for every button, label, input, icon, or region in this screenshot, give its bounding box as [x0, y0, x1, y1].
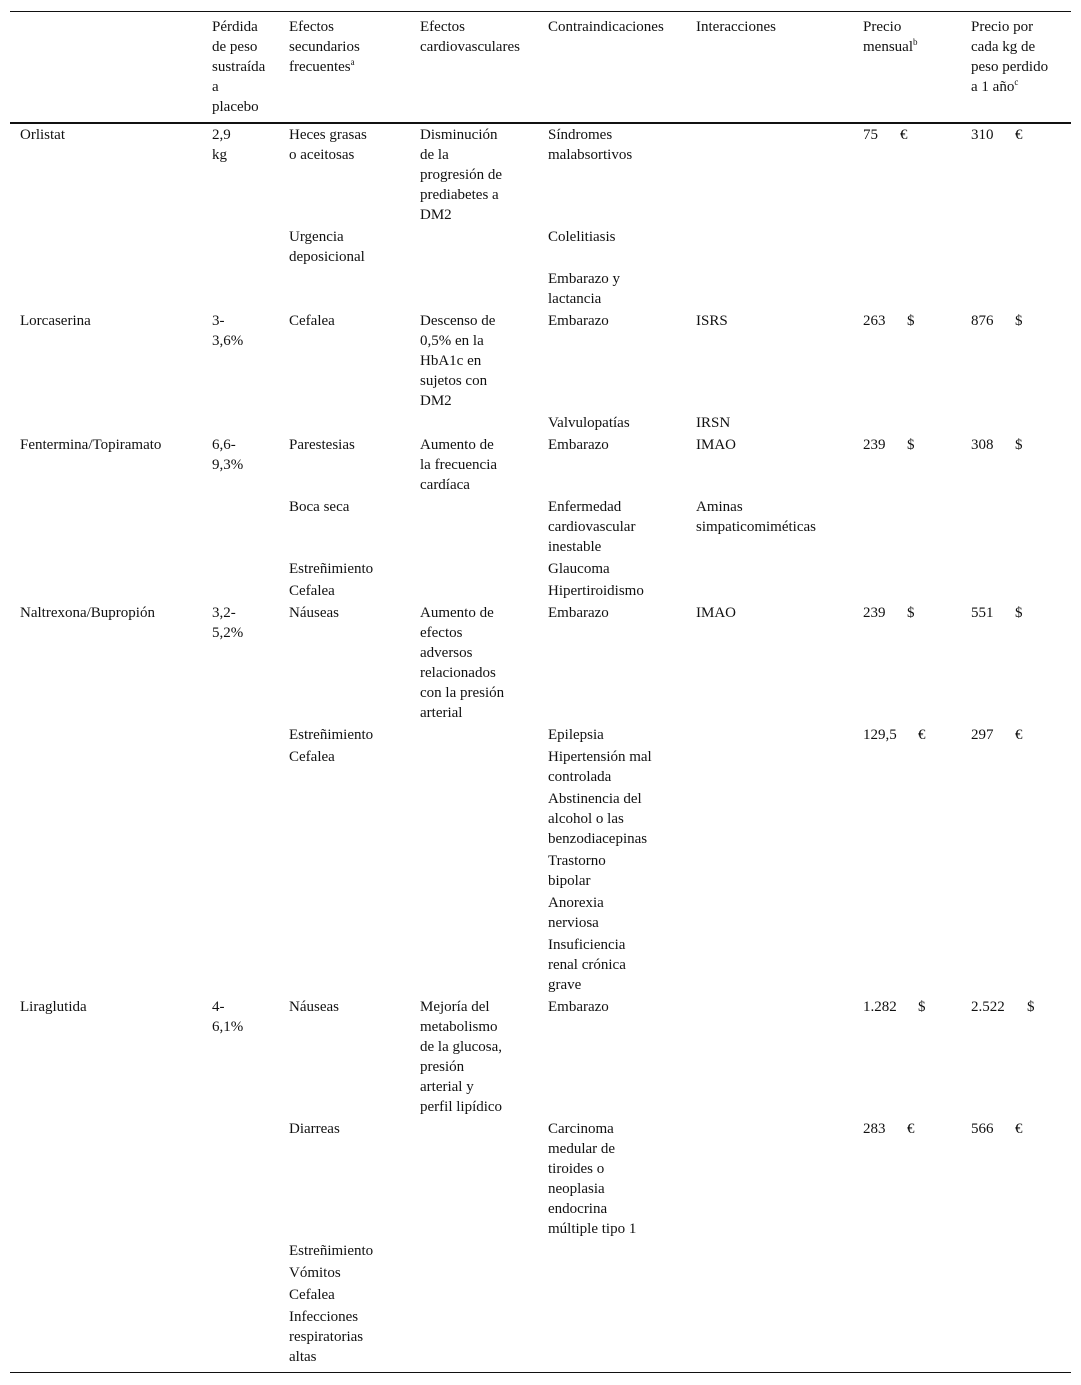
footnote-b: b: [913, 37, 918, 47]
contraindication: Insuficiencia renal crónica grave: [548, 937, 626, 993]
side-effect: Estreñimiento: [289, 1243, 374, 1259]
currency-symbol: €: [900, 127, 908, 143]
side-effect: Estreñimiento: [289, 561, 374, 577]
weight-loss: 3- 3,6%: [212, 313, 244, 349]
price-per-kg: 310 €: [971, 127, 1023, 143]
drug-name: Lorcaserina: [20, 313, 91, 329]
side-effect: Náuseas: [289, 605, 339, 621]
currency-symbol: €: [1015, 127, 1023, 143]
price-per-kg: 308 $: [971, 437, 1023, 453]
contraindication: Embarazo: [548, 999, 609, 1015]
side-effect: Diarreas: [289, 1121, 340, 1137]
contraindication: Embarazo: [548, 313, 609, 329]
weight-loss: 2,9 kg: [212, 127, 231, 163]
cardio-effect: Descenso de 0,5% en la HbA1c en sujetos con DM2: [420, 313, 496, 409]
contraindication: Enfermedad cardiovascular inestable: [548, 499, 636, 555]
side-effect: Parestesias: [289, 437, 355, 453]
bottom-rule: [10, 1372, 1071, 1373]
monthly-price: 239 $: [863, 437, 915, 453]
contraindication: Embarazo: [548, 605, 609, 621]
monthly-price: 283 €: [863, 1121, 915, 1137]
side-effect: Vómitos: [289, 1265, 341, 1281]
weight-loss: 3,2- 5,2%: [212, 605, 244, 641]
contraindication: Abstinencia del alcohol o las benzodiacepinas: [548, 791, 648, 847]
contraindication: Anorexia nerviosa: [548, 895, 604, 931]
monthly-price: 1.282 $: [863, 999, 926, 1015]
currency-symbol: $: [918, 999, 926, 1015]
monthly-price: 239 $: [863, 605, 915, 621]
cardio-effect: Aumento de efectos adversos relacionados con la presión arterial: [420, 605, 505, 721]
price-per-kg: 876 $: [971, 313, 1023, 329]
contraindication: Carcinoma medular de tiroides o neoplasia endocrina múltiple tipo 1: [548, 1121, 637, 1237]
side-effect: Cefalea: [289, 583, 335, 599]
currency-symbol: $: [1027, 999, 1035, 1015]
header-weight-loss: Pérdida de peso sustraída a placebo: [212, 19, 266, 115]
contraindication: Glaucoma: [548, 561, 610, 577]
currency-symbol: $: [907, 313, 915, 329]
side-effect: Cefalea: [289, 313, 335, 329]
cardio-effect: Aumento de la frecuencia cardíaca: [420, 437, 498, 493]
currency-symbol: €: [1015, 727, 1023, 743]
weight-loss: 6,6- 9,3%: [212, 437, 244, 473]
price-per-kg: 2.522 $: [971, 999, 1035, 1015]
top-rule: [10, 11, 1071, 12]
currency-symbol: €: [907, 1121, 915, 1137]
interaction: IMAO: [696, 437, 736, 453]
footnote-c: c: [1014, 77, 1019, 87]
side-effect: Boca seca: [289, 499, 350, 515]
side-effect: Heces grasas o aceitosas: [289, 127, 367, 163]
footnote-a: a: [350, 57, 355, 67]
header-monthly-price: Precio mensual$^b$: [863, 19, 918, 55]
currency-symbol: $: [907, 605, 915, 621]
contraindication: Epilepsia: [548, 727, 604, 743]
contraindication: Valvulopatías: [548, 415, 630, 431]
price-per-kg: 566 €: [971, 1121, 1023, 1137]
cardio-effect: Disminución de la progresión de prediabetes a DM2: [420, 127, 503, 223]
currency-symbol: $: [1015, 605, 1023, 621]
monthly-price: 129,5 €: [863, 727, 926, 743]
header-price-per-kg: Precio por cada kg de peso perdido a 1 año$^c$: [971, 19, 1049, 95]
header-rule: [10, 122, 1071, 124]
monthly-price: 75 €: [863, 127, 908, 143]
price-per-kg: 551 $: [971, 605, 1023, 621]
contraindication: Colelitiasis: [548, 229, 616, 245]
contraindication: Trastorno bipolar: [548, 853, 606, 889]
drug-name: Fentermina/Topiramato: [20, 437, 162, 453]
side-effect: Cefalea: [289, 1287, 335, 1303]
interaction: Aminas simpaticomiméticas: [696, 499, 816, 535]
interaction: ISRS: [696, 313, 728, 329]
monthly-price: 263 $: [863, 313, 915, 329]
contraindication: Hipertensión mal controlada: [548, 749, 652, 785]
contraindication: Embarazo: [548, 437, 609, 453]
header-side-effects: Efectos secundarios frecuentes$^a$: [289, 19, 360, 75]
comparison-table: [10, 0, 1071, 1385]
drug-name: Naltrexona/Bupropión: [20, 605, 155, 621]
weight-loss: 4- 6,1%: [212, 999, 244, 1035]
side-effect: Náuseas: [289, 999, 339, 1015]
side-effect: Urgencia deposicional: [289, 229, 365, 265]
interaction: IRSN: [696, 415, 731, 431]
currency-symbol: $: [1015, 313, 1023, 329]
price-per-kg: 297 €: [971, 727, 1023, 743]
header-cardio-effects: Efectos cardiovasculares: [420, 19, 520, 55]
side-effect: Infecciones respiratorias altas: [289, 1309, 364, 1365]
contraindication: Embarazo y lactancia: [548, 271, 621, 307]
drug-name: Orlistat: [20, 127, 65, 143]
interaction: IMAO: [696, 605, 736, 621]
side-effect: Estreñimiento: [289, 727, 374, 743]
header-interactions: Interacciones: [696, 19, 776, 35]
currency-symbol: $: [1015, 437, 1023, 453]
currency-symbol: $: [907, 437, 915, 453]
side-effect: Cefalea: [289, 749, 335, 765]
drug-name: Liraglutida: [20, 999, 87, 1015]
contraindication: Hipertiroidismo: [548, 583, 644, 599]
currency-symbol: €: [1015, 1121, 1023, 1137]
cardio-effect: Mejoría del metabolismo de la glucosa, presión arterial y perfil lipídico: [420, 999, 503, 1115]
currency-symbol: €: [918, 727, 926, 743]
contraindication: Síndromes malabsortivos: [548, 127, 633, 163]
header-contraindications: Contraindicaciones: [548, 19, 664, 35]
